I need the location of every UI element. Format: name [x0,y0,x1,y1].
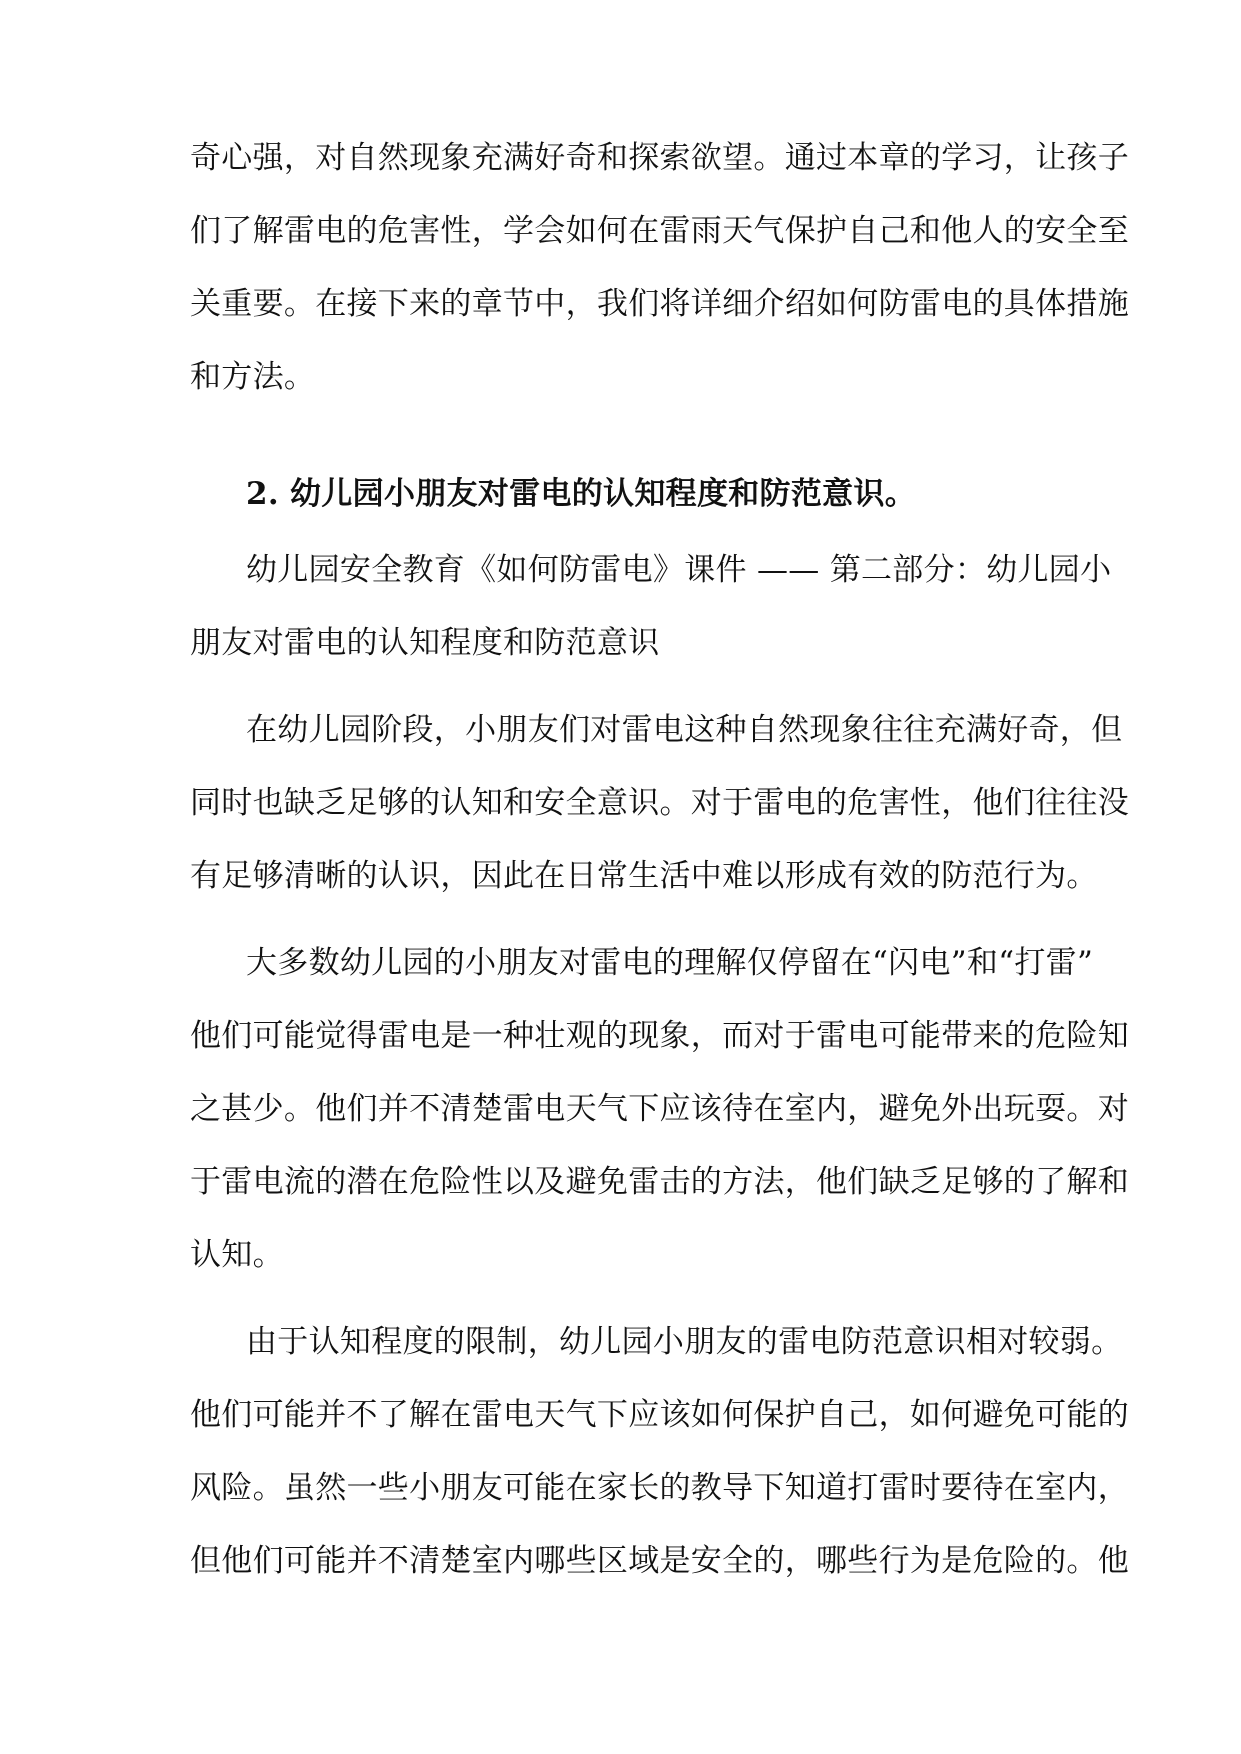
paragraph-2-line-2: 他们可能觉得雷电是一种壮观的现象，而对于雷电可能带来的危险知 [190,1018,1129,1054]
section-heading: 2. 幼儿园小朋友对雷电的认知程度和防范意识。 [246,476,917,512]
intro-line-4: 和方法。 [190,359,316,395]
paragraph-3-line-1: 由于认知程度的限制，幼儿园小朋友的雷电防范意识相对较弱。 [246,1324,1123,1360]
paragraph-3-line-2: 他们可能并不了解在雷电天气下应该如何保护自己，如何避免可能的 [190,1397,1129,1433]
paragraph-2-line-4: 于雷电流的潜在危险性以及避免雷击的方法，他们缺乏足够的了解和 [190,1164,1129,1200]
intro-line-3: 关重要。在接下来的章节中，我们将详细介绍如何防雷电的具体措施 [190,286,1129,322]
paragraph-3-line-4: 但他们可能并不清楚室内哪些区域是安全的，哪些行为是危险的。他 [190,1543,1129,1579]
subtitle-line-2: 朋友对雷电的认知程度和防范意识 [190,625,660,661]
paragraph-1-line-1: 在幼儿园阶段，小朋友们对雷电这种自然现象往往充满好奇，但 [246,712,1123,748]
subtitle-line-1: 幼儿园安全教育《如何防雷电》课件 —— 第二部分：幼儿园小 [246,552,1112,588]
paragraph-1-line-2: 同时也缺乏足够的认知和安全意识。对于雷电的危害性，他们往往没 [190,785,1129,821]
paragraph-2-line-1: 大多数幼儿园的小朋友对雷电的理解仅停留在“闪电”和“打雷” [246,945,1094,981]
paragraph-1-line-3: 有足够清晰的认识，因此在日常生活中难以形成有效的防范行为。 [190,858,1098,894]
paragraph-2-line-5: 认知。 [190,1237,284,1273]
intro-line-2: 们了解雷电的危害性，学会如何在雷雨天气保护自己和他人的安全至 [190,213,1129,249]
intro-line-1: 奇心强，对自然现象充满好奇和探索欲望。通过本章的学习，让孩子 [190,140,1129,176]
paragraph-3-line-3: 风险。虽然一些小朋友可能在家长的教导下知道打雷时要待在室内， [190,1470,1129,1506]
paragraph-2-line-3: 之甚少。他们并不清楚雷电天气下应该待在室内，避免外出玩耍。对 [190,1091,1129,1127]
